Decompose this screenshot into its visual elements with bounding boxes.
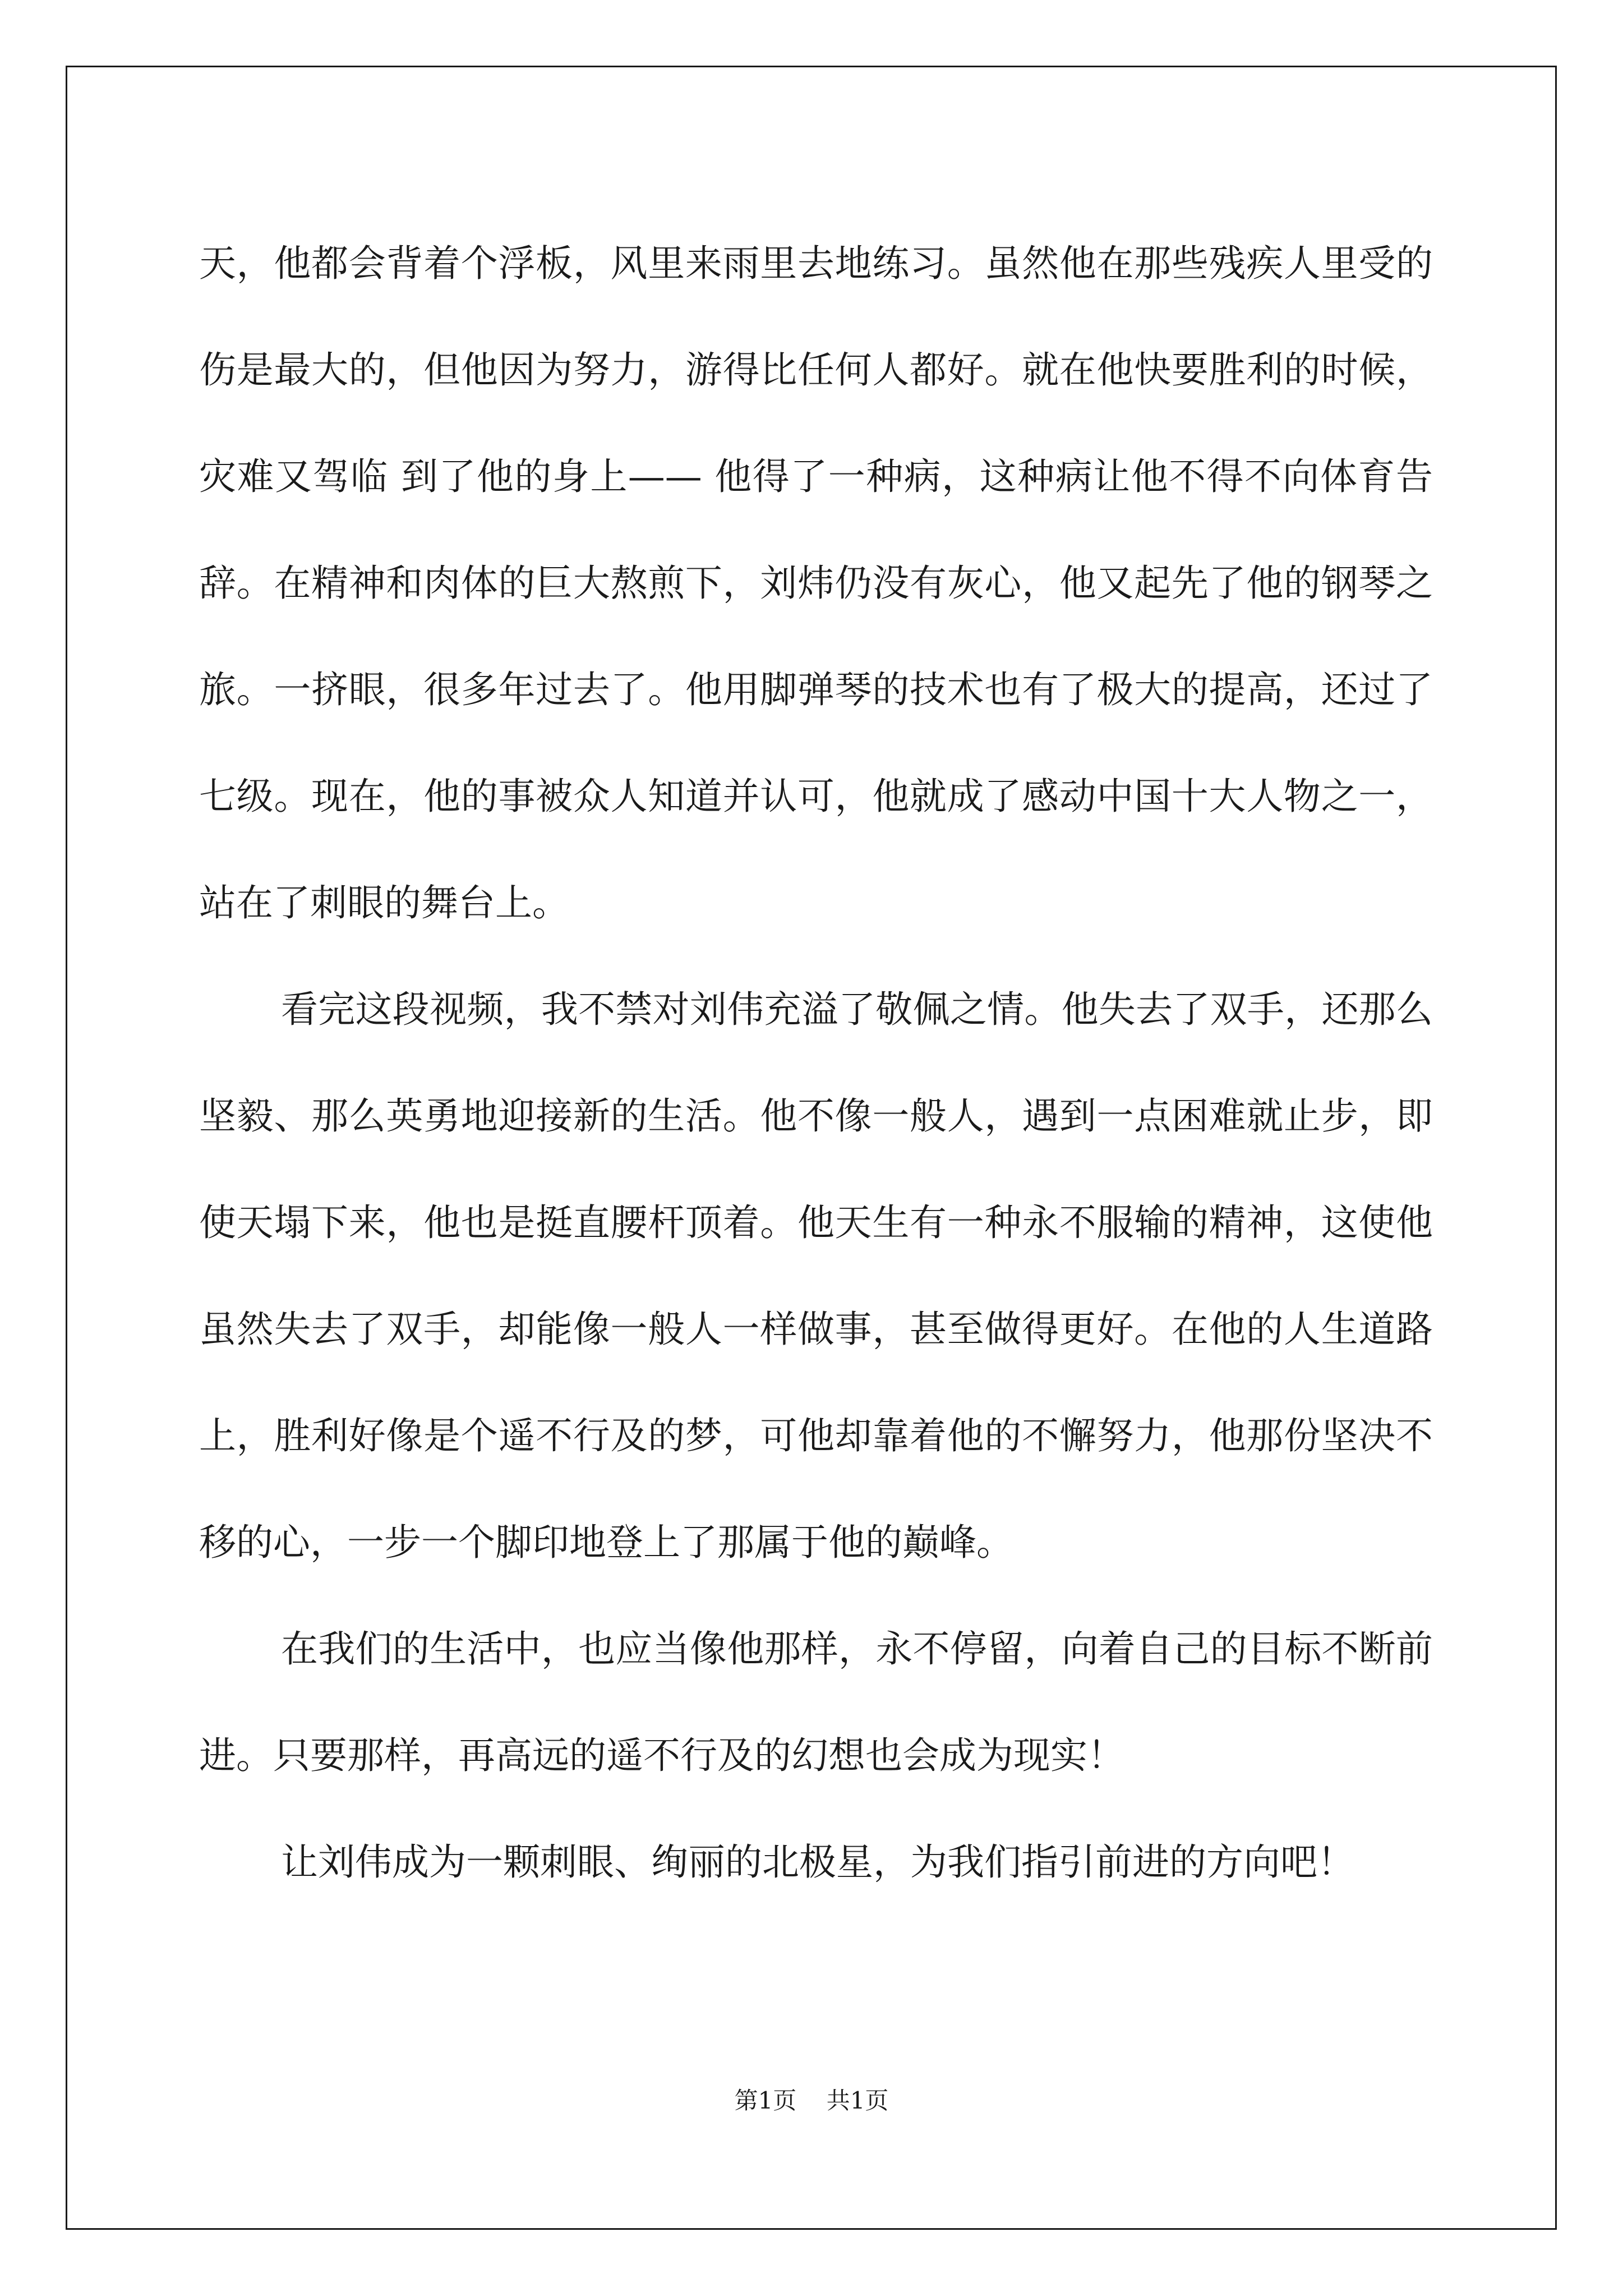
page-footer <box>0 2082 1623 2116</box>
paragraph-3: 在我们的生活中，也应当像他那样，永不停留，向着自己的目标不断前进。只要那样，再高远的遥不行及的幻想也会成为现实！ <box>199 1627 1433 1777</box>
page-number-current: 第1页 <box>734 2087 797 2114</box>
paragraph-1: 天，他都会背着个浮板，风里来雨里去地练习。虽然他在那些残疾人里受的伤是最大的，但他因为努力，游得比任何人都好。就在他快要胜利的时候，灾难又驾临 到了他的身上—— 他得了一种病，这种病让他不得不向体育告辞。在精神和肉体的巨大熬煎下，刘炜仍没有灰心，他又起先了他的钢琴之旅。一挤眼，很多年过去了。他用脚弹琴的技术也有了极大的提高，还过了七级。现在，他的事被众人知道并认可，他就成了感动中国十大人物之一，站在了刺眼的舞台上。 <box>199 242 1433 924</box>
paragraph-2: 看完这段视频，我不禁对刘伟充溢了敬佩之情。他失去了双手，还那么坚毅、那么英勇地迎接新的生活。他不像一般人，遇到一点困难就止步，即使天塌下来，他也是挺直腰杆顶着。他天生有一种永不服输的精神，这使他虽然失去了双手，却能像一般人一样做事，甚至做得更好。在他的人生道路上，胜利好像是个遥不行及的梦，可他却靠着他的不懈努力，他那份坚决不移的心，一步一个脚印地登上了那属于他的巅峰。 <box>199 988 1433 1564</box>
footer-spacer <box>796 2087 826 2114</box>
document-body <box>199 210 1433 1916</box>
page-number-total: 共1页 <box>826 2087 889 2114</box>
paragraph-4: 让刘伟成为一颗刺眼、绚丽的北极星，为我们指引前进的方向吧！ <box>281 1841 1354 1884</box>
